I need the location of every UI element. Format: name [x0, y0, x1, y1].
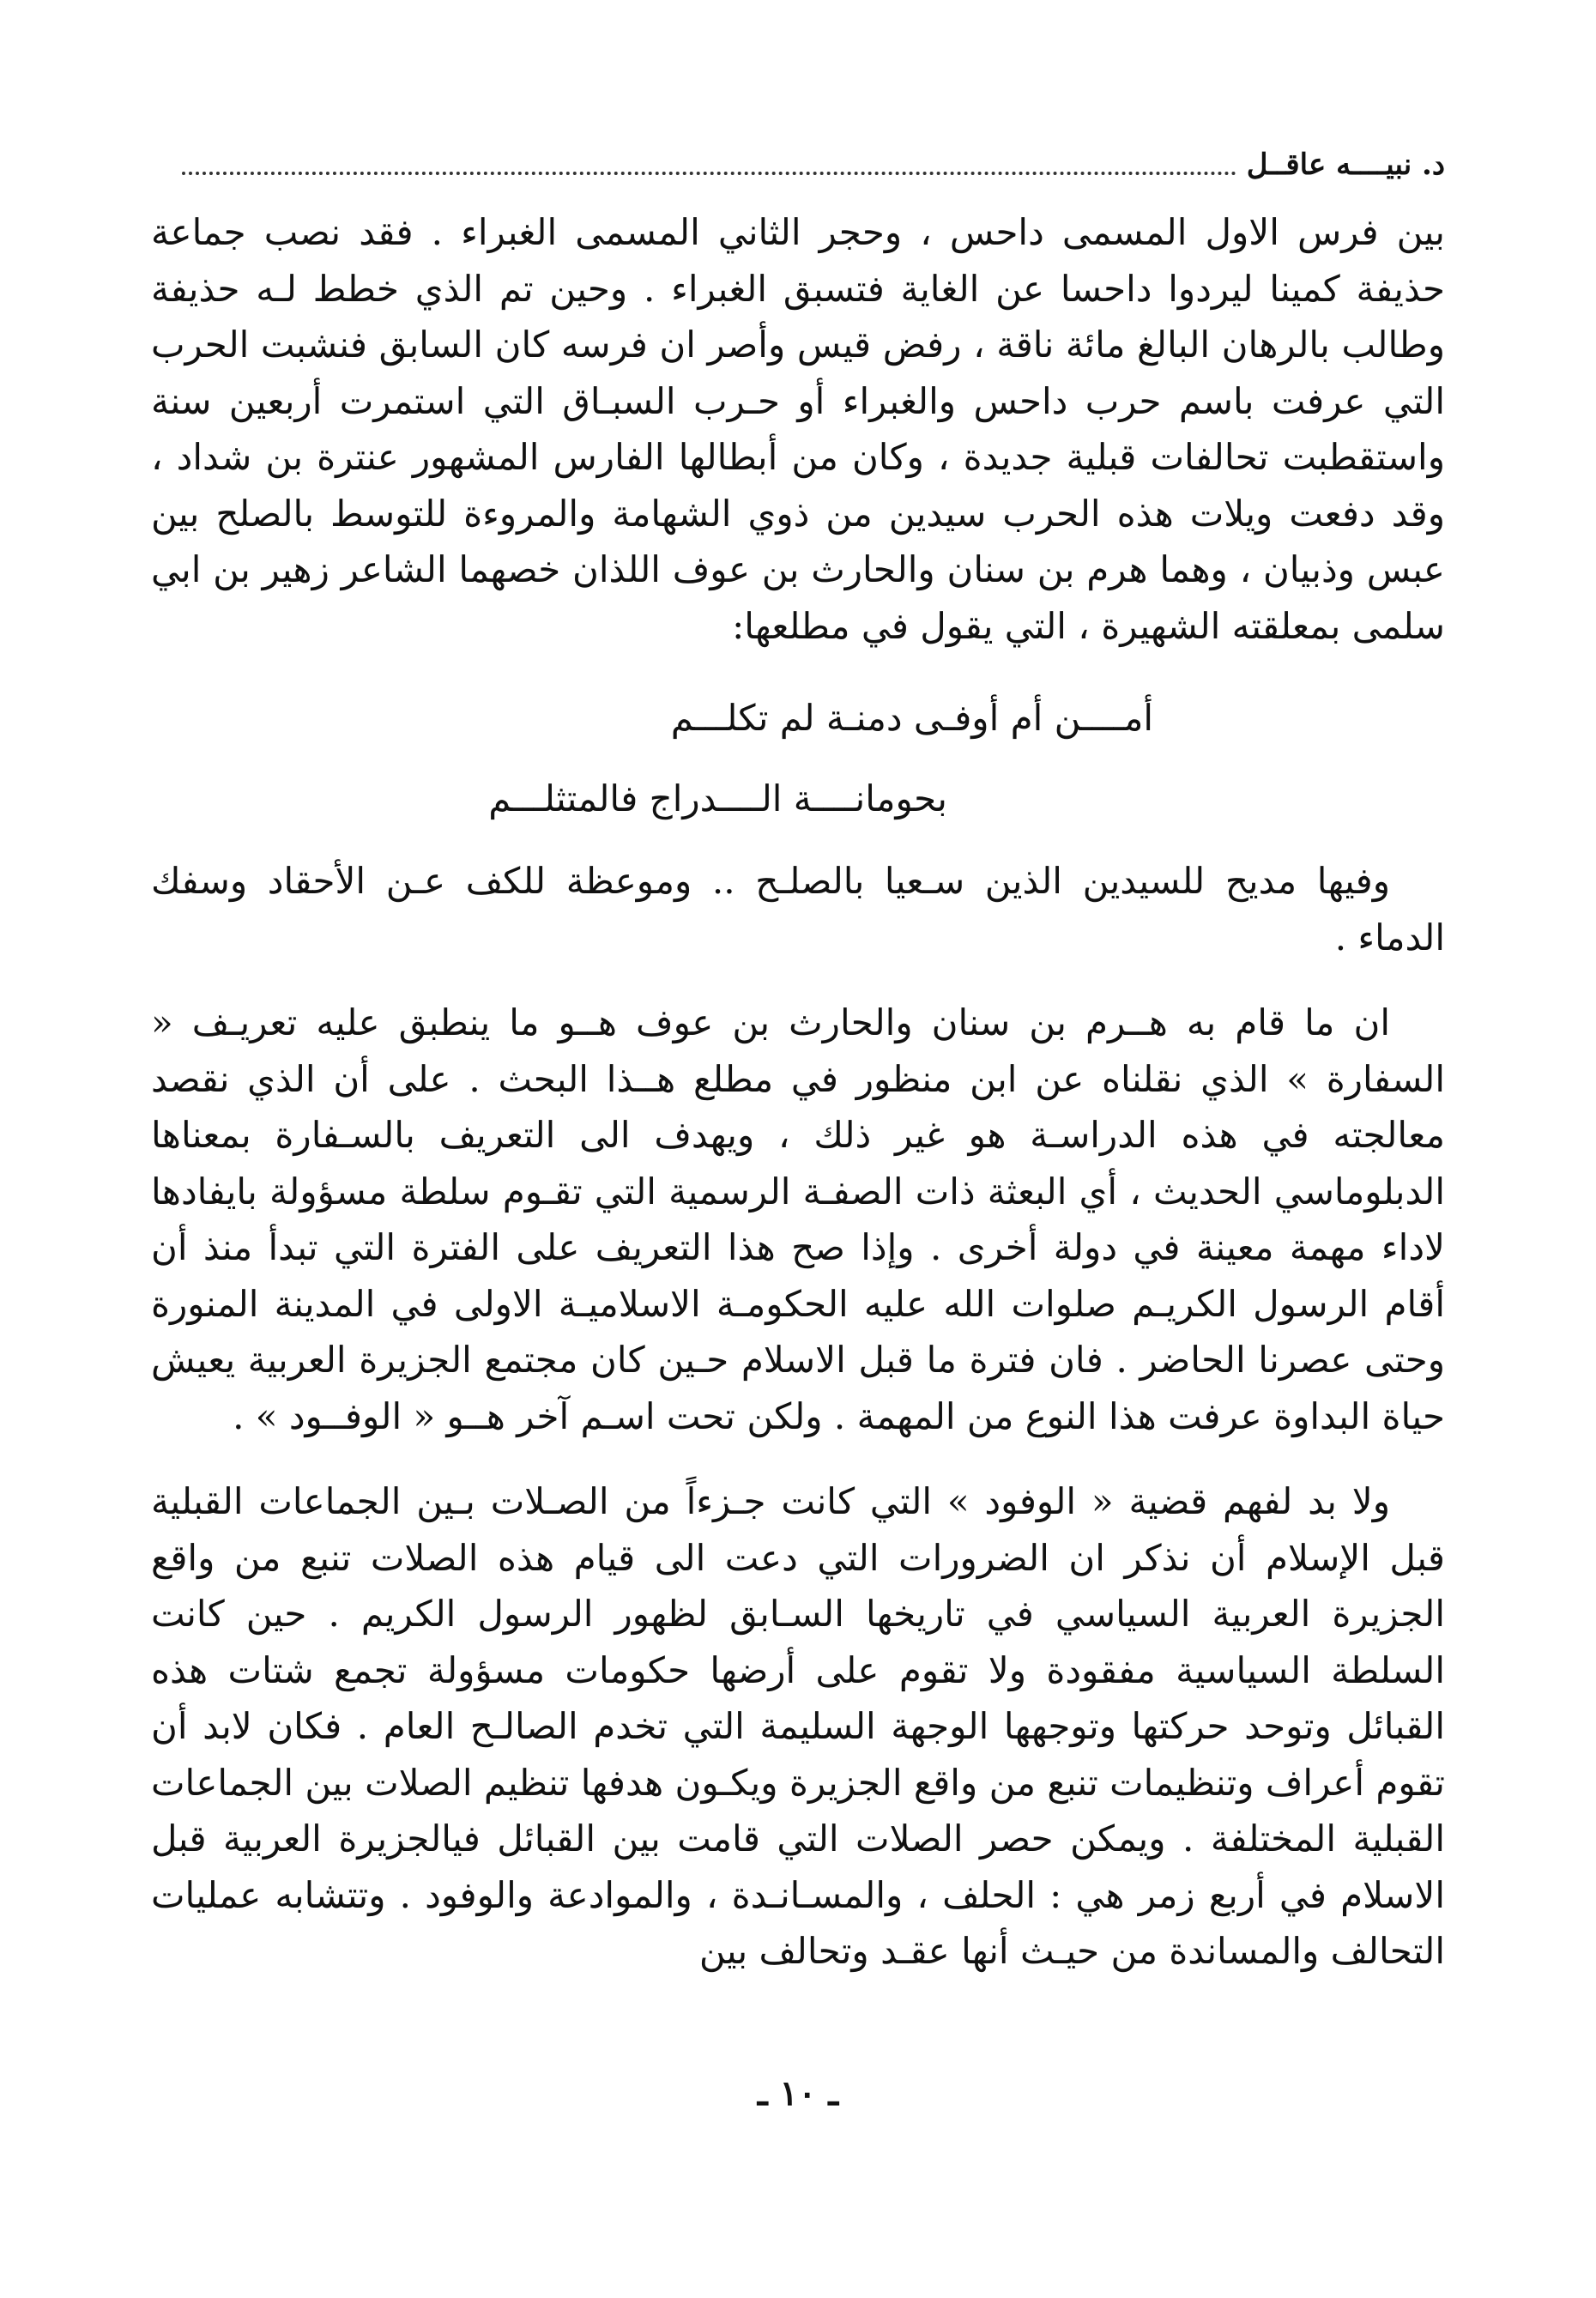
- paragraph-4: ولا بد لفهم قضية « الوفود » التي كانت جـزءاً من الصـلات بـين الجماعات القبلية قبل الإسلام أن نذكر ان الضرورات التي دعت الى قيام هذه الصلات تنبع من واقع الجزيرة العربية السياسي في تاريخها السـابق لظهور الرسول الكريم . حين كانت السلطة السياسية مفقودة ولا تقوم على أرضها حكومات مسؤولة تجمع شتات هذه القبائل وتوحد حركتها وتوجهها الوجهة السليمة التي تخدم الصالـح العام . فكان لابد أن تقوم أعراف وتنظيمات تنبع من واقع الجزيرة ويكـون هدفها تنظيم الصلات بين الجماعات القبلية المختلفة . ويمكن حصر الصلات التي قامت بين القبائل فيالجزيرة العربية قبل الاسلام في أربع زمر هي : الحلف ، والمسـانـدة ، والموادعة والوفود . وتتشابه عمليات التحالف والمساندة من حيـث أنها عقـد وتحالف بين: [151, 1480, 1445, 1972]
- author-name: د. نبيــــه عاقــل: [1246, 148, 1445, 182]
- body-text: [151, 204, 1445, 1980]
- verse-line-1: أمــــن أم أوفـى دمنـة لم تكلـــم: [670, 697, 1153, 739]
- running-header: [182, 144, 1445, 182]
- poem-verse: [151, 683, 1445, 846]
- dotted-leader: [182, 172, 1236, 175]
- verse-line-2: بحومانــــة الــــدراج فالمتثلـــم: [488, 777, 947, 819]
- paragraph-1: بين فرس الاول المسمى داحس ، وحجر الثاني المسمى الغبراء . فقد نصب جماعة حذيفة كمينا ليردوا داحسا عن الغاية فتسبق الغبراء . وحين تم الذي خطط لـه حذيفة وطالب بالرهان البالغ مائة ناقة ، رفض قيس وأصر ان فرسه كان السابق فنشبت الحرب التي عرفت باسم حرب داحس والغبراء أو حـرب السبـاق التي استمرت أربعين سنة واستقطبت تحالفات قبلية جديدة ، وكان من أبطالها الفارس المشهور عنترة بن شداد ، وقد دفعت ويلات هذه الحرب سيدين من ذوي الشهامة والمروءة للتوسط بالصلح بين عبس وذبيان ، وهما هرم بن سنان والحارث بن عوف اللذان خصهما الشاعر زهير بن ابي سلمى بمعلقته الشهيرة ، التي يقول في مطلعها:: [151, 211, 1445, 647]
- paragraph-2: وفيها مديح للسيدين الذين سـعيا بالصلـح .. وموعظة للكف عـن الأحقاد وسفك الدماء .: [151, 860, 1445, 959]
- paragraph-3: ان ما قام به هــرم بن سنان والحارث بن عوف هــو ما ينطبق عليه تعريـف « السفارة » الذي نقلناه عن ابن منظور في مطلع هــذا البحث . على أن الذي نقصد معالجته في هذه الدراسـة هو غير ذلك ، ويهدف الى التعريف بالسـفارة بمعناها الدبلوماسي الحديث ، أي البعثة ذات الصفـة الرسمية التي تقـوم سلطة مسؤولة بايفادها لاداء مهمة معينة في دولة أخرى . وإذا صح هذا التعريف على الفترة التي تبدأ منذ أن أقام الرسول الكريـم صلوات الله عليه الحكومـة الاسلاميـة الاولى في المدينة المنورة وحتى عصرنا الحاضر . فان فترة ما قبل الاسلام حـين كان مجتمع الجزيرة العربية يعيش حياة البداوة عرفت هذا النوع من المهمة . ولكن تحت اسـم آخر هــو « الوفــود » .: [151, 1001, 1445, 1437]
- page-number: ـ ١٠ ـ: [757, 2073, 839, 2114]
